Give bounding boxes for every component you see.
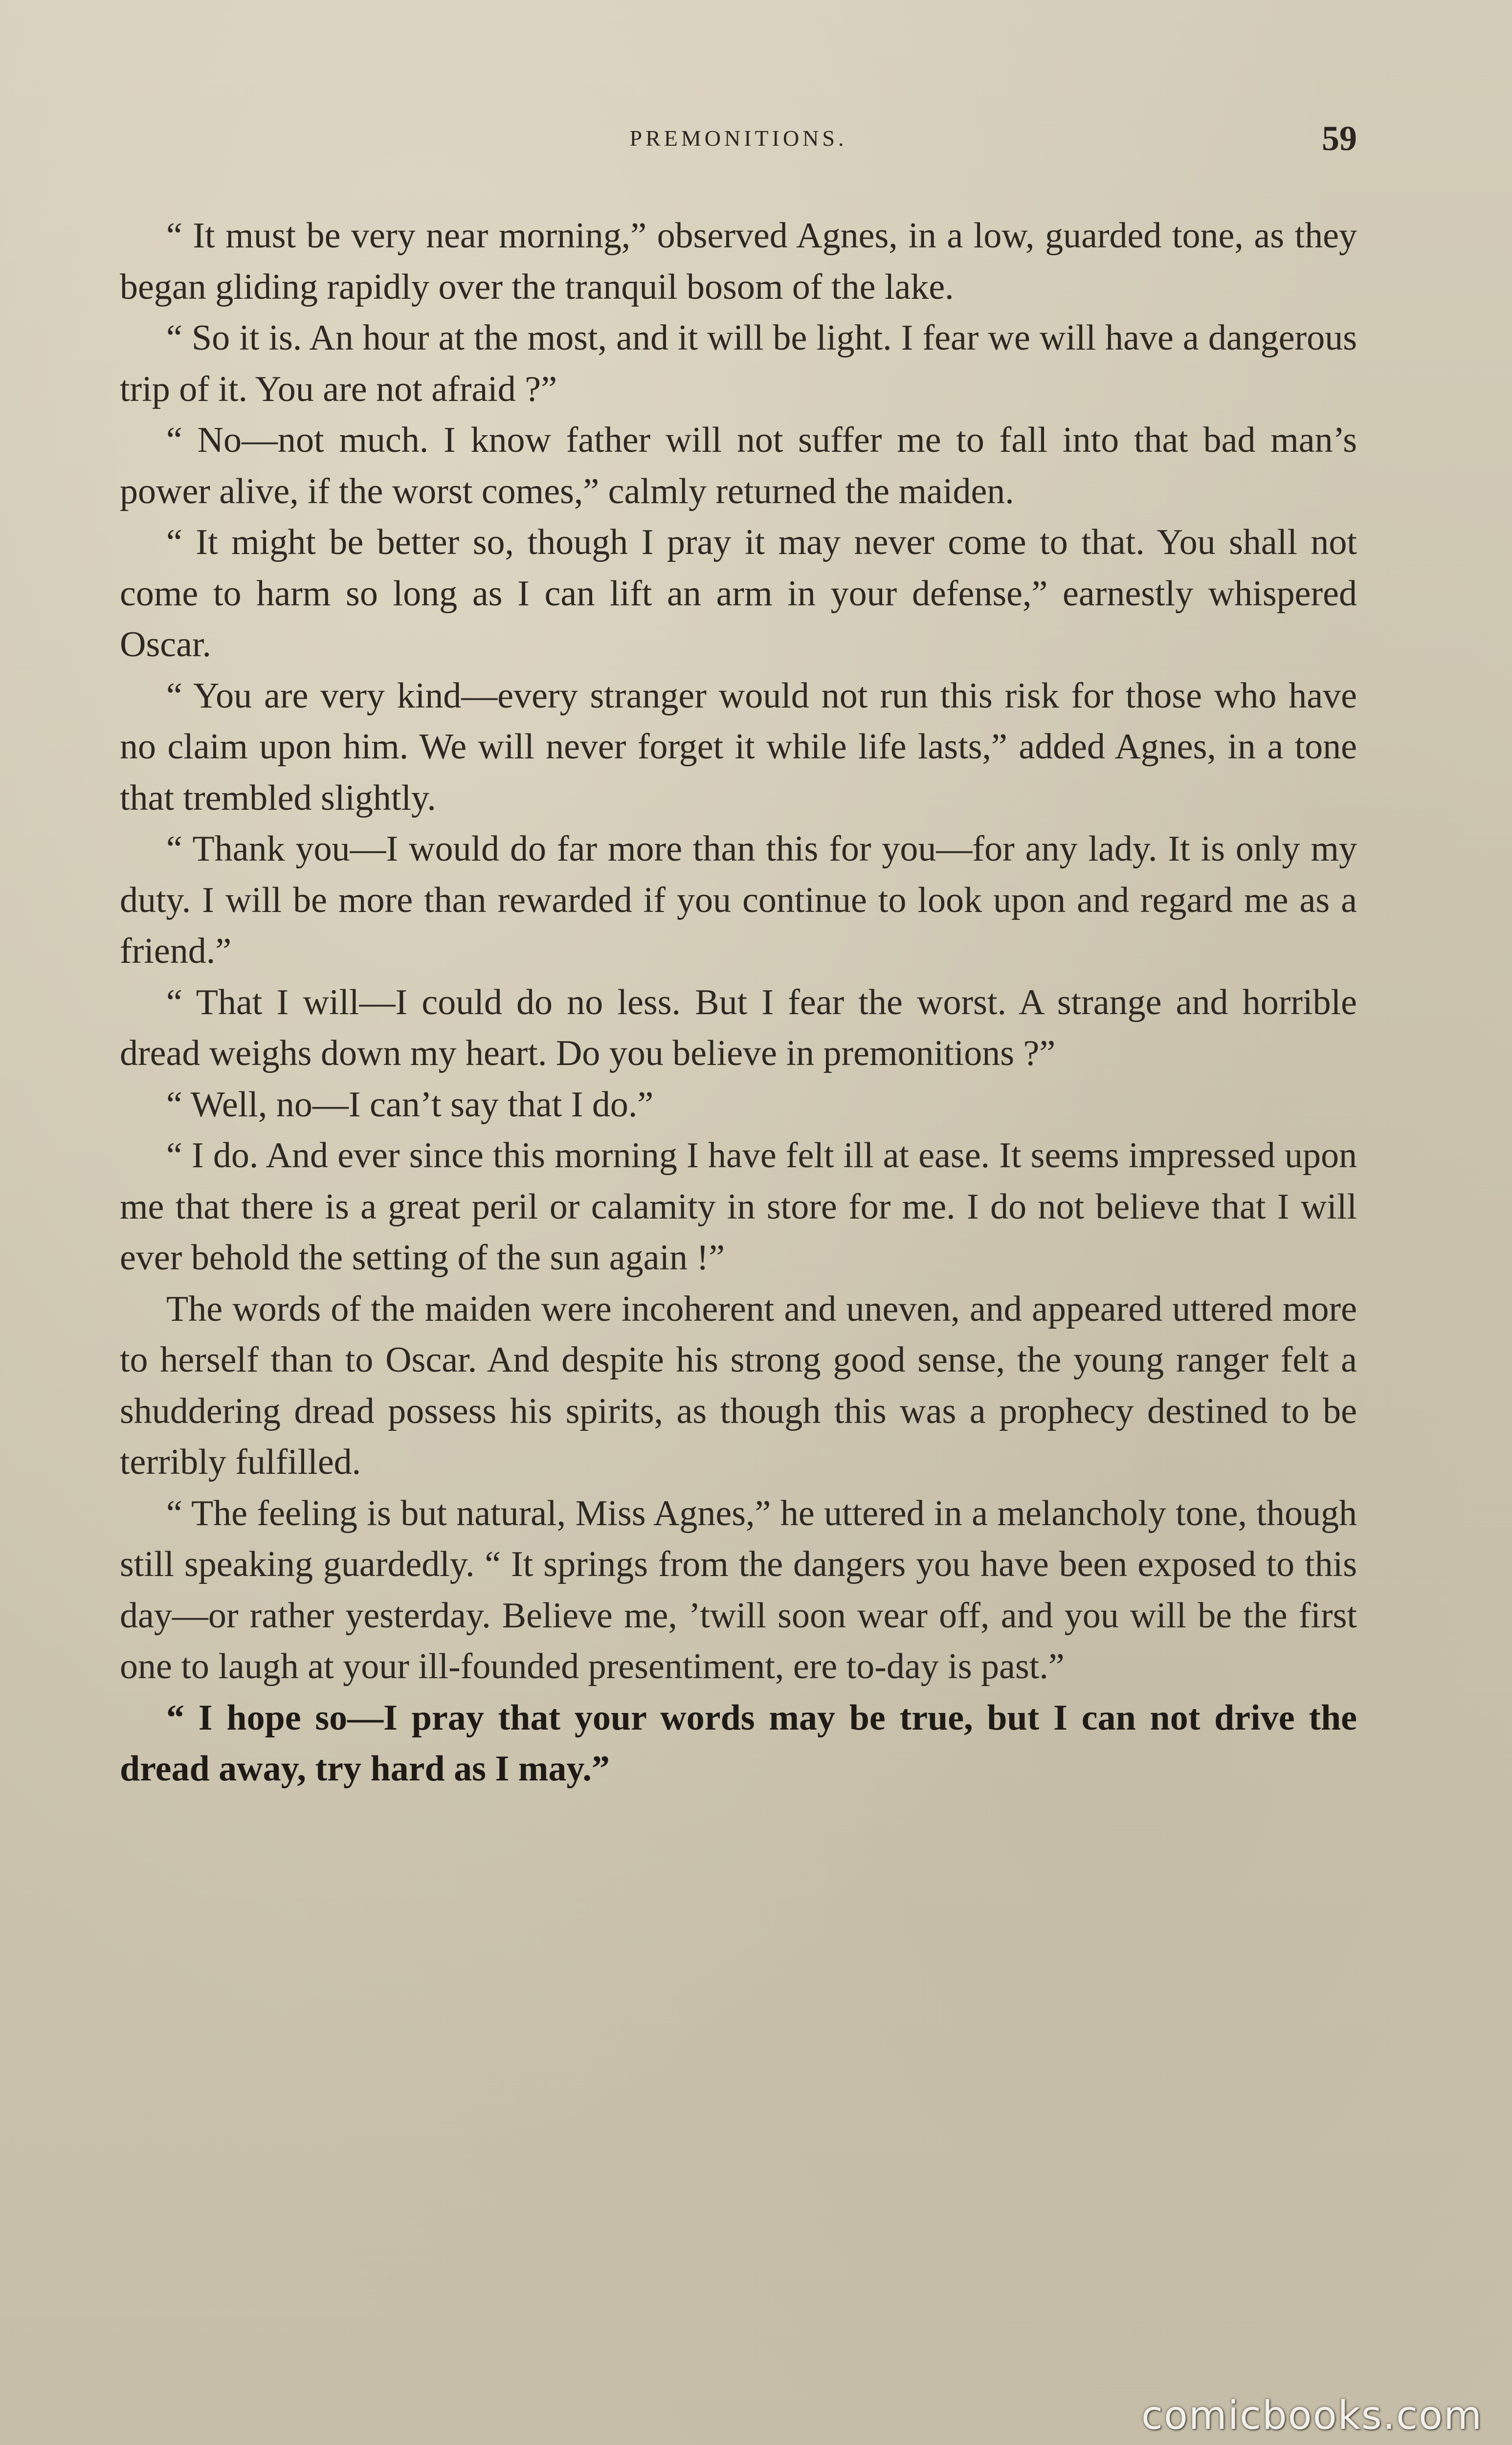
paragraph: “ Thank you—I would do far more than this for you—for any lady. It is only my duty. I will be more than rewarded if you continue to look upon and regard me as a friend.” xyxy=(120,829,1357,971)
page-header xyxy=(120,116,1357,160)
paragraph: “ That I will—I could do no less. But I fear the worst. A strange and horrible dread weighs down my heart. Do you believe in premonitions ?” xyxy=(120,982,1357,1073)
paragraph: “ You are very kind—every stranger would not run this risk for those who have no claim upon him. We will never forget it while life lasts,” added Agnes, in a tone that trembled slightly. xyxy=(120,675,1357,818)
running-head: PREMONITIONS. xyxy=(629,126,847,151)
page-number: 59 xyxy=(1322,119,1357,158)
paragraph: “ No—not much. I know father will not suffer me to fall into that bad man’s power alive, if the worst comes,” calmly returned the maiden. xyxy=(120,420,1357,511)
paragraph: “ It might be better so, though I pray it may never come to that. You shall not come to harm so long as I can lift an arm in your defense,” earnestly whispered Oscar. xyxy=(120,522,1357,665)
paragraph: “ Well, no—I can’t say that I do.” xyxy=(166,1084,654,1125)
watermark: comicbooks.com xyxy=(1141,2393,1483,2438)
paragraph: The words of the maiden were incoherent and uneven, and appeared uttered more to herself than to Oscar. And despite his strong good sense, the young ranger felt a shuddering dread possess his spirits, as though this was a prophecy destined to be terribly fulfilled. xyxy=(120,1289,1357,1482)
paragraph: “ The feeling is but natural, Miss Agnes,” he uttered in a melancholy tone, though still speaking guardedly. “ It springs from the dangers you have been exposed to this day—or rather yesterday. Believe me, ’twill soon wear off, and you will be the first one to laugh at your ill-founded presentiment, ere to-day is past.” xyxy=(120,1493,1357,1687)
paragraph: “ I do. And ever since this morning I have felt ill at ease. It seems impressed upon me that there is a great peril or calamity in store for me. I do not believe that I will ever behold the setting of the sun again !” xyxy=(120,1135,1357,1278)
paragraph: “ It must be very near morning,” observed Agnes, in a low, guarded tone, as they began gliding rapidly over the tranquil bosom of the lake. xyxy=(120,216,1357,307)
body-text xyxy=(120,210,1357,1795)
paragraph-bold: “ I hope so—I pray that your words may be true, but I can not drive the dread away, try hard as I may.” xyxy=(120,1697,1357,1789)
paragraph: “ So it is. An hour at the most, and it will be light. I fear we will have a dangerous trip of it. You are not afraid ?” xyxy=(120,318,1357,409)
